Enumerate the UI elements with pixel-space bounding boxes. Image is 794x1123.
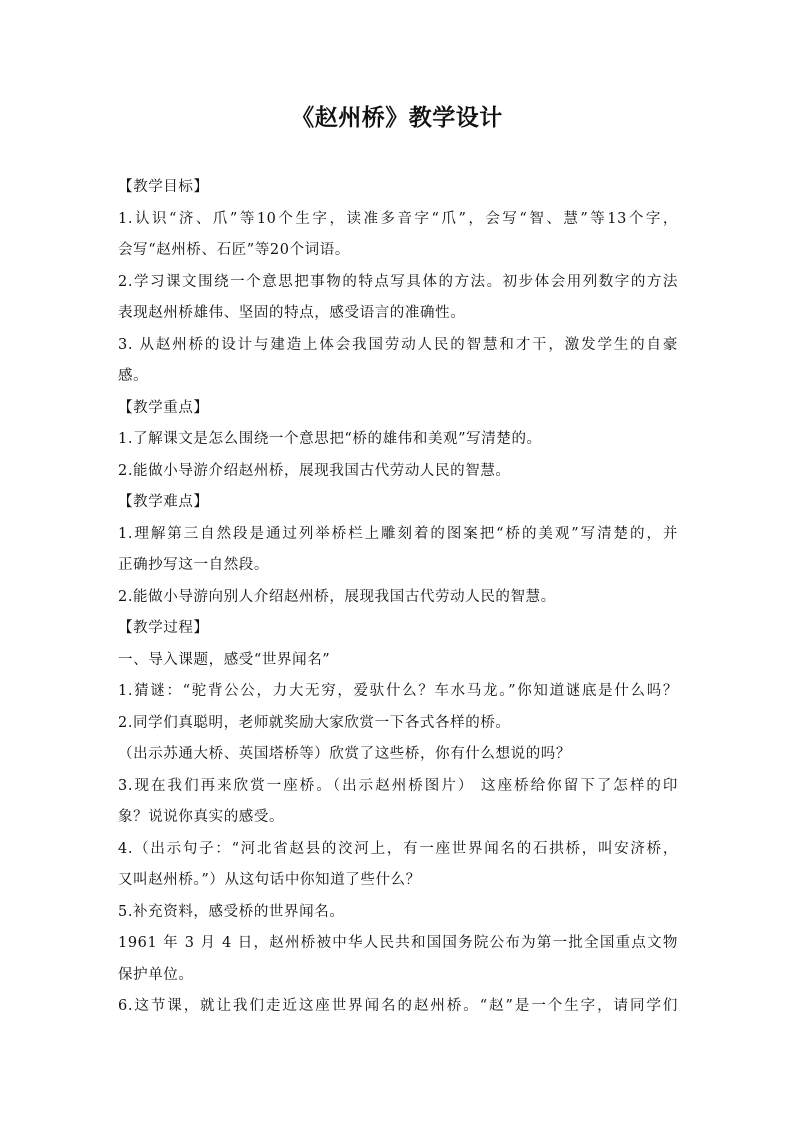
document-line: 1961 年 3 月 4 日，赵州桥被中华人民共和国国务院公布为第一批全国重点文物 [118, 935, 678, 951]
document-line: 5.补充资料，感受桥的世界闻名。 [118, 903, 345, 920]
document-line: 4.（出示句子：“河北省赵县的洨河上，有一座世界闻名的石拱桥，叫安济桥， [118, 840, 678, 857]
document-line: 会写“赵州桥、石匠”等20个词语。 [118, 242, 350, 258]
document-line: 【教学难点】 [118, 494, 209, 510]
document-line: 1.了解课文是怎么围绕一个意思把“桥的雄伟和美观”写清楚的。 [118, 431, 542, 447]
document-line: 【教学重点】 [118, 399, 209, 416]
document-line: 保护单位。 [118, 966, 194, 983]
document-body [118, 172, 678, 1023]
document-line: 3. 从赵州桥的设计与建造上体会我国劳动人民的智慧和才干，激发学生的自豪 [118, 336, 678, 353]
document-line: 2.学习课文围绕一个意思把事物的特点写具体的方法。初步体会用列数字的方法 [118, 273, 678, 290]
document-line: 又叫赵州桥。”）从这句话中你知道了些什么？ [118, 872, 421, 888]
document-line: 1.认识“济、爪”等10个生字，读准多音字“爪”，会写“智、慧”等13个字， [118, 210, 678, 227]
document-line: 2.同学们真聪明，老师就奖励大家欣赏一下各式各样的桥。 [118, 714, 511, 731]
document-line: 一、导入课题，感受“世界闻名” [118, 651, 331, 668]
document-line: 象？说说你真实的感受。 [118, 809, 285, 825]
document-line: 1.理解第三自然段是通过列举桥栏上雕刻着的图案把“桥的美观”写清楚的，并 [118, 525, 678, 542]
document-line: 2.能做小导游介绍赵州桥，展现我国古代劳动人民的智慧。 [118, 462, 511, 479]
document-line: （出示苏通大桥、英国塔桥等）欣赏了这些桥，你有什么想说的吗？ [118, 746, 571, 762]
document-line: 【教学目标】 [118, 179, 209, 195]
document-line: 表现赵州桥雄伟、坚固的特点，感受语言的准确性。 [118, 305, 466, 321]
document-line: 6.这节课，就让我们走近这座世界闻名的赵州桥。“赵”是一个生字，请同学们 [118, 998, 678, 1014]
document-line: 3.现在我们再来欣赏一座桥。（出示赵州桥图片） 这座桥给你留下了怎样的印 [118, 777, 678, 794]
document-line: 感。 [118, 368, 149, 384]
document-title: 《赵州桥》教学设计 [291, 105, 503, 131]
document-line: 1.猜谜：“驼背公公，力大无穷，爱驮什么？车水马龙。”你知道谜底是什么吗？ [118, 683, 678, 699]
document-line: 正确抄写这一自然段。 [118, 557, 269, 573]
document-line: 2.能做小导游向别人介绍赵州桥，展现我国古代劳动人民的智慧。 [118, 588, 556, 605]
document-line: 【教学过程】 [118, 620, 209, 636]
